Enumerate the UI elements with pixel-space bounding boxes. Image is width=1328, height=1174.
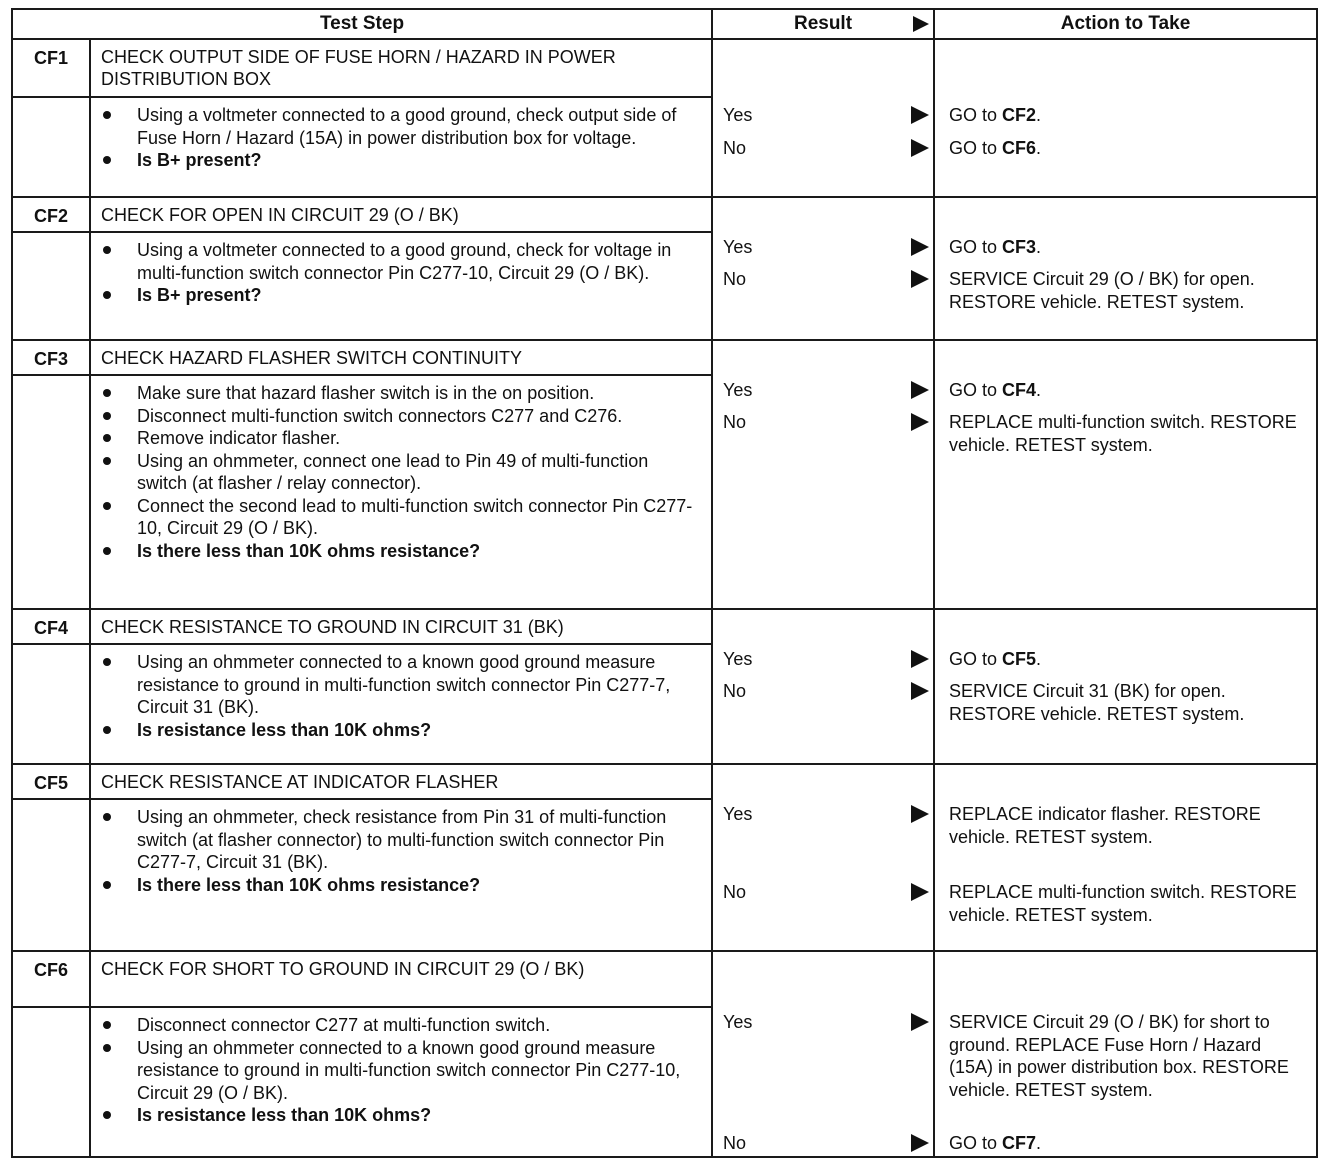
result-yes xyxy=(713,1011,933,1035)
step-id: CF5 xyxy=(12,764,90,799)
list-item: Is resistance less than 10K ohms? xyxy=(137,719,703,742)
action-text: GO to CF6. xyxy=(949,138,1042,158)
action-text: REPLACE multi-function switch. RESTORE vehicle. RETEST system. xyxy=(949,882,1297,925)
action-cell xyxy=(934,39,1317,197)
diagnostic-table xyxy=(11,8,1318,1158)
list-item: Make sure that hazard flasher switch is in the on position. xyxy=(137,382,703,405)
result-no xyxy=(713,268,933,292)
step-title: CHECK HAZARD FLASHER SWITCH CONTINUITY xyxy=(90,340,712,375)
arrow-right-icon xyxy=(913,16,929,32)
result-yes xyxy=(713,648,933,672)
result-label: Yes xyxy=(723,1012,753,1032)
bullet-list xyxy=(91,233,711,311)
result-no xyxy=(713,1132,933,1156)
list-item: Using an ohmmeter connected to a known good ground measure resistance to ground in multi-function switch connector Pin C277-7, Circuit 31 (BK). xyxy=(137,651,703,719)
step-ref: CF4 xyxy=(1002,380,1037,400)
list-item: Is there less than 10K ohms resistance? xyxy=(137,874,703,897)
action-text: SERVICE Circuit 29 (O / BK) for open. RESTORE vehicle. RETEST system. xyxy=(949,269,1255,312)
step-cf3-title-row xyxy=(12,340,1317,375)
result-cell xyxy=(712,197,934,340)
arrow-right-icon xyxy=(911,106,929,124)
action-cell xyxy=(934,764,1317,951)
result-no xyxy=(713,137,933,161)
arrow-right-icon xyxy=(911,883,929,901)
arrow-right-icon xyxy=(911,1134,929,1152)
bullet-list xyxy=(91,1008,711,1131)
step-cf1-title-row xyxy=(12,39,1317,97)
bullet-list xyxy=(91,645,711,745)
result-cell xyxy=(712,39,934,197)
arrow-right-icon xyxy=(911,270,929,288)
result-no xyxy=(713,411,933,435)
result-label: Yes xyxy=(723,649,753,669)
action-text: REPLACE indicator flasher. RESTORE vehicle. RETEST system. xyxy=(949,804,1261,847)
result-label: Yes xyxy=(723,105,753,125)
result-label: No xyxy=(723,1133,747,1153)
header-result xyxy=(712,9,934,39)
list-item: Disconnect connector C277 at multi-function switch. xyxy=(137,1014,703,1037)
step-cf4-title-row xyxy=(12,609,1317,644)
header-test-step: Test Step xyxy=(12,9,712,39)
arrow-right-icon xyxy=(911,1013,929,1031)
result-yes xyxy=(713,379,933,403)
result-label: No xyxy=(723,681,747,701)
step-cf5-title-row xyxy=(12,764,1317,799)
header-result-label: Result xyxy=(793,13,853,34)
action-text: GO to CF3. xyxy=(949,237,1042,257)
list-item: Remove indicator flasher. xyxy=(137,427,703,450)
step-id: CF1 xyxy=(12,39,90,97)
step-body xyxy=(90,1007,712,1157)
step-body xyxy=(90,375,712,609)
result-yes xyxy=(713,104,933,128)
step-title: CHECK FOR SHORT TO GROUND IN CIRCUIT 29 (O / BK) xyxy=(90,951,712,1007)
step-id: CF4 xyxy=(12,609,90,644)
bullet-list xyxy=(91,376,711,566)
step-body xyxy=(90,97,712,197)
result-label: No xyxy=(723,882,747,902)
list-item: Is resistance less than 10K ohms? xyxy=(137,1104,703,1127)
list-item: Disconnect multi-function switch connectors C277 and C276. xyxy=(137,405,703,428)
action-text: REPLACE multi-function switch. RESTORE vehicle. RETEST system. xyxy=(949,412,1297,455)
bullet-list xyxy=(91,98,711,176)
list-item: Using a voltmeter connected to a good ground, check output side of Fuse Horn / Hazard (15A) in power distribution box for voltage. xyxy=(137,104,703,149)
action-text: SERVICE Circuit 31 (BK) for open. RESTORE vehicle. RETEST system. xyxy=(949,681,1245,724)
action-cell xyxy=(934,197,1317,340)
arrow-right-icon xyxy=(911,805,929,823)
step-body xyxy=(90,799,712,951)
list-item: Using an ohmmeter connected to a known good ground measure resistance to ground in multi-function switch connector Pin C277-10, Circuit 29 (O / BK). xyxy=(137,1037,703,1105)
result-cell xyxy=(712,609,934,764)
result-label: Yes xyxy=(723,804,753,824)
action-text: GO to CF2. xyxy=(949,105,1042,125)
arrow-right-icon xyxy=(911,650,929,668)
result-yes xyxy=(713,803,933,827)
list-item: Is B+ present? xyxy=(137,149,703,172)
arrow-right-icon xyxy=(911,381,929,399)
step-id: CF2 xyxy=(12,197,90,232)
result-no xyxy=(713,680,933,704)
header-action: Action to Take xyxy=(934,9,1317,39)
step-id: CF3 xyxy=(12,340,90,375)
result-label: No xyxy=(723,269,747,289)
step-title: CHECK RESISTANCE AT INDICATOR FLASHER xyxy=(90,764,712,799)
action-text: GO to CF5. xyxy=(949,649,1042,669)
result-label: No xyxy=(723,412,747,432)
list-item: Is B+ present? xyxy=(137,284,703,307)
step-ref: CF3 xyxy=(1002,237,1037,257)
list-item: Using an ohmmeter, check resistance from Pin 31 of multi-function switch (at flasher connector) to multi-function switch connector Pin C277-7, Circuit 31 (BK). xyxy=(137,806,703,874)
result-label: No xyxy=(723,138,747,158)
table-header-row xyxy=(12,9,1317,39)
action-cell xyxy=(934,340,1317,609)
step-cf6-title-row xyxy=(12,951,1317,1007)
action-text: SERVICE Circuit 29 (O / BK) for short to ground. REPLACE Fuse Horn / Hazard (15A) in power distribution box. RESTORE vehicle. RETEST system. xyxy=(949,1012,1289,1100)
list-item: Using a voltmeter connected to a good ground, check for voltage in multi-function switch connector Pin C277-10, Circuit 29 (O / BK). xyxy=(137,239,703,284)
step-ref: CF5 xyxy=(1002,649,1037,669)
result-cell xyxy=(712,340,934,609)
result-no xyxy=(713,881,933,905)
result-yes xyxy=(713,236,933,260)
bullet-list xyxy=(91,800,711,900)
action-cell xyxy=(934,609,1317,764)
list-item: Connect the second lead to multi-function switch connector Pin C277-10, Circuit 29 (O / BK). xyxy=(137,495,703,540)
step-ref: CF7 xyxy=(1002,1133,1037,1153)
result-label: Yes xyxy=(723,380,753,400)
step-body xyxy=(90,644,712,764)
list-item: Using an ohmmeter, connect one lead to Pin 49 of multi-function switch (at flasher / relay connector). xyxy=(137,450,703,495)
step-title: CHECK RESISTANCE TO GROUND IN CIRCUIT 31 (BK) xyxy=(90,609,712,644)
action-cell xyxy=(934,951,1317,1157)
step-ref: CF6 xyxy=(1002,138,1037,158)
step-cf2-title-row xyxy=(12,197,1317,232)
result-cell xyxy=(712,764,934,951)
step-id: CF6 xyxy=(12,951,90,1007)
action-text: GO to CF7. xyxy=(949,1133,1042,1153)
step-ref: CF2 xyxy=(1002,105,1037,125)
arrow-right-icon xyxy=(911,139,929,157)
list-item: Is there less than 10K ohms resistance? xyxy=(137,540,703,563)
action-text: GO to CF4. xyxy=(949,380,1042,400)
arrow-right-icon xyxy=(911,682,929,700)
result-cell xyxy=(712,951,934,1157)
result-label: Yes xyxy=(723,237,753,257)
step-title: CHECK FOR OPEN IN CIRCUIT 29 (O / BK) xyxy=(90,197,712,232)
step-body xyxy=(90,232,712,340)
arrow-right-icon xyxy=(911,238,929,256)
arrow-right-icon xyxy=(911,413,929,431)
step-title: CHECK OUTPUT SIDE OF FUSE HORN / HAZARD IN POWER DISTRIBUTION BOX xyxy=(90,39,712,97)
